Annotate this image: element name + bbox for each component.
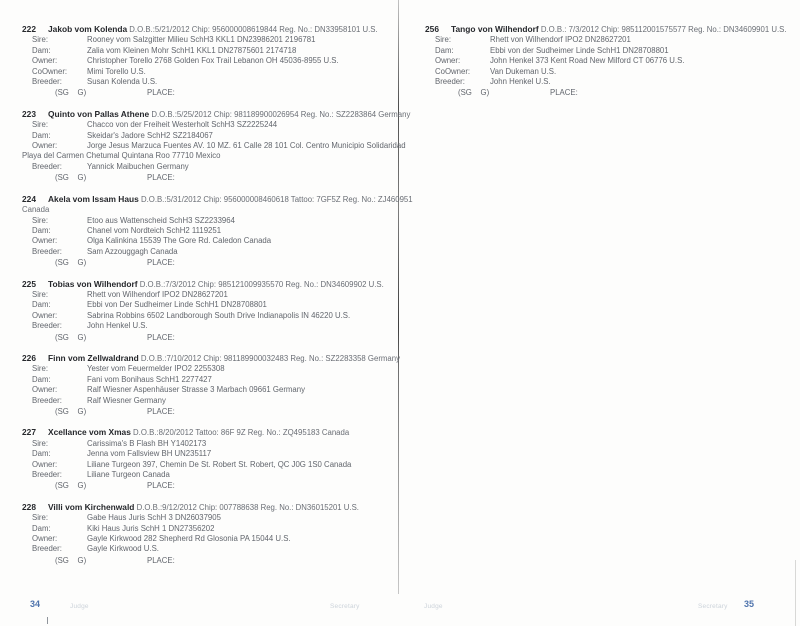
- entry-field-row: [22, 513, 394, 523]
- field-value: Zalia vom Kleinen Mohr SchH1 KKL1 DN27875601 2174718: [87, 45, 297, 55]
- field-value: Skeidar's Jadore SchH2 SZ2184067: [87, 130, 213, 140]
- field-label: Sire:: [32, 120, 49, 130]
- catalog-page-left: [22, 24, 413, 576]
- footer-secretary-label-right: Secretary: [698, 603, 728, 610]
- field-value: Olga Kalinkina 15539 The Gore Rd. Caledon Canada: [87, 236, 272, 246]
- entry-details: D.O.B.: 7/3/2012 Chip: 985112001575577 Reg. No.: DN34609901 U.S.: [540, 25, 787, 34]
- field-value-continuation: Playa del Carmen Chetumal Quintana Roo 77710 Mexico: [22, 151, 221, 161]
- entry-number: 228: [22, 501, 36, 512]
- field-value: Gabe Haus Juris SchH 3 DN26037905: [87, 513, 221, 523]
- catalog-entry: [22, 502, 394, 566]
- field-label: Breeder:: [32, 77, 62, 87]
- entry-field-row: [22, 35, 394, 45]
- dog-name: Villi vom Kirchenwald: [48, 501, 135, 512]
- entry-header: [22, 193, 413, 205]
- catalog-entry: [22, 24, 394, 99]
- dog-name: Xcellance vom Xmas: [48, 427, 131, 438]
- field-value: Susan Kolenda U.S.: [87, 77, 158, 87]
- entry-header: [22, 24, 394, 35]
- entry-field-row: [22, 300, 394, 310]
- field-value: Carissima's B Flash BH Y1402173: [87, 438, 207, 448]
- catalog-entry: [22, 352, 400, 417]
- rating-row: [22, 258, 394, 268]
- field-label: CoOwner:: [32, 66, 68, 76]
- entry-field-row: [22, 216, 394, 226]
- field-label: Sire:: [32, 364, 49, 374]
- entry-field-row: [22, 534, 394, 544]
- field-value: Rhett von Wilhendorf IPO2 DN28627201: [87, 289, 228, 299]
- field-value: Sabrina Robbins 6502 Landborough South Drive Indianapolis IN 46220 U.S.: [87, 310, 351, 320]
- field-label: CoOwner:: [435, 66, 471, 76]
- field-label: Owner:: [32, 141, 58, 151]
- field-value: Kiki Haus Juris SchH 1 DN27356202: [87, 523, 215, 533]
- field-value: Ralf Wiesner Germany: [87, 395, 166, 405]
- place-label: PLACE:: [147, 555, 175, 565]
- field-label: Dam:: [32, 449, 51, 459]
- entry-header: [22, 427, 394, 438]
- rating-label: (SG G): [55, 407, 87, 416]
- field-value: Chanel vom Nordteich SchH2 1119251: [87, 225, 222, 235]
- entry-field-row: [22, 375, 394, 385]
- rating-row: [22, 333, 394, 343]
- footer-secretary-label-left: Secretary: [330, 603, 360, 610]
- entry-field-row: [22, 385, 394, 395]
- rating-row: [22, 173, 394, 183]
- catalog-entry: [22, 193, 413, 269]
- catalog-entry: [22, 108, 411, 184]
- rating-row: [22, 481, 394, 491]
- place-label: PLACE:: [147, 481, 175, 491]
- field-label: Owner:: [32, 534, 58, 544]
- field-value: Liliane Turgeon Canada: [87, 470, 170, 480]
- entry-field-row: [22, 67, 394, 77]
- field-label: Sire:: [32, 35, 49, 45]
- entry-field-row: [425, 67, 785, 77]
- field-label: Dam:: [32, 300, 51, 310]
- place-label: PLACE:: [147, 173, 175, 183]
- entry-field-row: [425, 77, 785, 87]
- rating-label: (SG G): [55, 258, 87, 268]
- entry-details: D.O.B.:7/3/2012 Chip: 985121009935570 Reg. No.: DN34609902 U.S.: [139, 279, 384, 289]
- scan-artifact-tick: [47, 617, 48, 624]
- field-value: Yester vom Feuermelder IPO2 2255308: [87, 364, 225, 374]
- entry-field-row: [22, 236, 394, 246]
- place-label: PLACE:: [147, 258, 175, 268]
- entry-field-row: [22, 77, 394, 87]
- entry-details: D.O.B.:8/20/2012 Tattoo: 86F 9Z Reg. No.: ZQ495183 Canada: [133, 428, 350, 438]
- field-value: Liliane Turgeon 397, Chemin De St. Robert St. Robert, QC J0G 1S0 Canada: [87, 459, 352, 469]
- field-value: John Henkel U.S.: [490, 77, 551, 87]
- field-value: Gayle Kirkwood U.S.: [87, 544, 159, 554]
- entry-field-row: [22, 449, 394, 459]
- field-value: Mimi Torello U.S.: [87, 66, 146, 76]
- field-label: Owner:: [32, 310, 58, 320]
- field-value: Jenna vom Fallsview BH UN235117: [87, 449, 212, 459]
- entry-field-row: [22, 524, 394, 534]
- page-number-left: 34: [30, 599, 41, 609]
- place-label: PLACE:: [147, 332, 175, 342]
- field-label: Breeder:: [32, 246, 62, 256]
- entry-field-row: [22, 364, 394, 374]
- entry-field-row: [22, 141, 406, 151]
- rating-label: (SG G): [55, 88, 87, 98]
- entry-number: 223: [22, 108, 36, 119]
- field-label: Breeder:: [32, 321, 62, 331]
- field-label: Sire:: [32, 513, 49, 523]
- field-label: Owner:: [32, 459, 58, 469]
- field-label: Dam:: [32, 523, 51, 533]
- entry-field-row: [425, 46, 785, 56]
- field-value: John Henkel 373 Kent Road New Milford CT 06776 U.S.: [490, 56, 685, 66]
- field-value: Christopher Torello 2768 Golden Fox Trail Lebanon OH 45036-8955 U.S.: [87, 56, 339, 66]
- entry-field-row: [22, 226, 394, 236]
- field-value: Etoo aus Wattenscheid SchH3 SZ2233964: [87, 215, 235, 225]
- entry-header: [22, 352, 400, 364]
- field-value: Ebbi von der Sudheimer Linde SchH1 DN28708801: [490, 45, 669, 55]
- field-value: Sam Azzouggagh Canada: [87, 246, 178, 256]
- field-label: Sire:: [32, 438, 49, 448]
- entry-field-row: [22, 46, 394, 56]
- entry-number: 225: [22, 278, 36, 289]
- field-label: Dam:: [32, 374, 51, 384]
- dog-name: Jakob vom Kolenda: [48, 24, 128, 34]
- page-number-right: 35: [744, 599, 755, 609]
- footer-judge-label-right: Judge: [424, 603, 443, 610]
- field-label: Dam:: [435, 45, 454, 55]
- field-label: Breeder:: [32, 470, 62, 480]
- field-label: Sire:: [435, 35, 452, 45]
- rating-row: [22, 556, 394, 566]
- catalog-entry: [22, 279, 394, 343]
- entry-number: 224: [22, 193, 36, 204]
- field-value: Chacco von der Freiheit Westerholt SchH3 SZ2225244: [87, 120, 278, 130]
- entry-details-continuation: Canada: [22, 205, 50, 215]
- entry-field-row: [22, 544, 394, 554]
- dog-name: Tobias von Wilhendorf: [48, 278, 138, 289]
- entry-field-row: [22, 311, 394, 321]
- entry-field-row: [22, 131, 394, 141]
- entry-field-row: [22, 460, 394, 470]
- entry-field-row: [22, 439, 394, 449]
- field-value: Yannick Maibuchen Germany: [87, 161, 189, 171]
- entry-number: 227: [22, 427, 36, 438]
- rating-label: (SG G): [458, 88, 490, 98]
- entry-details: D.O.B.:5/25/2012 Chip: 981189900026954 Reg. No.: SZ2283864 Germany: [151, 109, 411, 119]
- field-label: Breeder:: [32, 544, 62, 554]
- place-label: PLACE:: [147, 88, 175, 98]
- entry-field-row: [22, 290, 394, 300]
- entry-header: [22, 108, 411, 120]
- dog-name: Tango von Wilhendorf: [451, 24, 539, 34]
- entry-details: D.O.B.:5/21/2012 Chip: 956000008619844 Reg. No.: DN33958101 U.S.: [129, 25, 378, 34]
- field-value: Rhett von Wilhendorf IPO2 DN28627201: [490, 35, 631, 45]
- place-label: PLACE:: [147, 407, 175, 416]
- footer-judge-label-left: Judge: [70, 603, 89, 610]
- field-value: Van Dukeman U.S.: [490, 66, 557, 76]
- field-label: Owner:: [32, 385, 58, 395]
- entry-header: [22, 279, 394, 290]
- entry-field-row: [22, 470, 394, 480]
- entry-details: D.O.B.:5/31/2012 Chip: 956000008460618 Tattoo: 7GF5Z Reg. No.: ZJ460951: [140, 194, 413, 204]
- rating-label: (SG G): [55, 555, 87, 565]
- entry-number: 256: [425, 24, 439, 34]
- field-label: Dam:: [32, 45, 51, 55]
- rating-row: [425, 88, 785, 98]
- entry-field-row: [22, 247, 394, 257]
- field-value: Ralf Wiesner Aspenhäuser Strasse 3 Marbach 09661 Germany: [87, 385, 305, 395]
- field-value: Gayle Kirkwood 282 Shepherd Rd Glosonia PA 15044 U.S.: [87, 534, 291, 544]
- field-label: Sire:: [32, 215, 49, 225]
- entry-field-row: [425, 35, 785, 45]
- rating-label: (SG G): [55, 332, 87, 342]
- field-label: Breeder:: [435, 77, 465, 87]
- rating-row: [22, 88, 394, 98]
- entry-field-row: [22, 396, 394, 406]
- field-label: Sire:: [32, 289, 49, 299]
- place-label: PLACE:: [550, 88, 578, 98]
- catalog-entry: [425, 24, 785, 99]
- entry-details: D.O.B.:7/10/2012 Chip: 981189900032483 Reg. No.: SZ2283358 Germany: [140, 353, 400, 363]
- page-gutter-fold-line: [398, 0, 399, 594]
- field-value: Rooney vom Salzgitter Milieu SchH3 KKL1 DN23986201 2196781: [87, 35, 316, 45]
- entry-field-row: [425, 56, 785, 66]
- entry-field-row: [22, 120, 394, 130]
- entry-field-row: [22, 321, 394, 331]
- entry-field-row: [22, 162, 394, 172]
- field-value: Ebbi von Der Sudheimer Linde SchH1 DN28708801: [87, 300, 267, 310]
- catalog-page-right: [425, 24, 785, 109]
- entry-details: D.O.B.:9/12/2012 Chip: 007788638 Reg. No.: DN36015201 U.S.: [136, 502, 359, 512]
- rating-row: [22, 407, 394, 417]
- field-value: John Henkel U.S.: [87, 321, 148, 331]
- dog-name: Finn vom Zellwaldrand: [48, 352, 139, 363]
- field-label: Dam:: [32, 130, 51, 140]
- field-label: Breeder:: [32, 161, 62, 171]
- entry-header: [425, 24, 785, 35]
- field-value: Fani vom Bonihaus SchH1 2277427: [87, 374, 212, 384]
- entry-header: [22, 502, 394, 513]
- entry-field-row: [22, 56, 394, 66]
- rating-label: (SG G): [55, 481, 87, 491]
- field-label: Owner:: [435, 56, 461, 66]
- catalog-entry: [22, 427, 394, 491]
- field-value: Jorge Jesus Marzuca Fuentes AV. 10 MZ. 61 Calle 28 101 Col. Centro Municipio Solidaridad: [87, 141, 406, 151]
- page-edge-line: [795, 560, 796, 626]
- field-label: Dam:: [32, 225, 51, 235]
- rating-label: (SG G): [55, 173, 87, 183]
- dog-name: Quinto von Pallas Athene: [48, 108, 150, 119]
- entry-number: 222: [22, 24, 36, 34]
- entry-number: 226: [22, 352, 36, 363]
- field-label: Owner:: [32, 236, 58, 246]
- field-label: Owner:: [32, 56, 58, 66]
- dog-name: Akela vom Issam Haus: [48, 193, 139, 204]
- field-label: Breeder:: [32, 395, 62, 405]
